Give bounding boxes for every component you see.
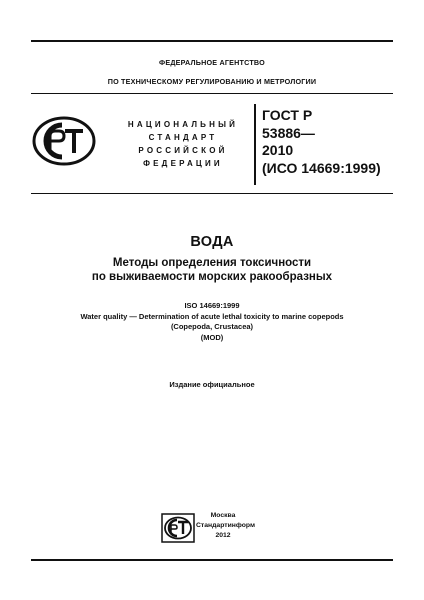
edition-label: Издание официальное xyxy=(169,380,255,389)
top-rule xyxy=(31,40,393,42)
iso-reference xyxy=(0,301,424,343)
document-title: ВОДА xyxy=(190,234,234,250)
standard-code xyxy=(262,107,402,177)
iso-line: (MOD) xyxy=(200,332,224,342)
iso-line: (Copepoda, Crustacea) xyxy=(170,322,254,331)
national-line: НАЦИОНАЛЬНЫЙ xyxy=(127,120,239,129)
document-subtitle xyxy=(0,256,424,284)
code-line: 2010 xyxy=(262,142,294,158)
national-line: РОССИЙСКОЙ xyxy=(138,146,228,155)
publisher-year: 2012 xyxy=(215,532,231,539)
code-line: 53886— xyxy=(262,124,315,141)
national-standard-label xyxy=(118,118,248,170)
agency-line-2: ПО ТЕХНИЧЕСКОМУ РЕГУЛИРОВАНИЮ И МЕТРОЛОГИИ xyxy=(107,77,317,86)
agency-line-1: ФЕДЕРАЛЬНОЕ АГЕНТСТВО xyxy=(159,58,265,67)
publisher-imprint xyxy=(196,511,255,541)
national-line: СТАНДАРТ xyxy=(148,133,218,142)
vertical-rule xyxy=(254,104,256,185)
iso-line: Water quality — Determination of acute lethal toxicity to marine copepods xyxy=(80,311,344,321)
bottom-rule xyxy=(31,559,393,561)
subtitle-line: по выживаемости морских ракообразных xyxy=(91,271,333,283)
code-line: (ИСО 14669:1999) xyxy=(262,159,381,176)
standartinform-logo-icon xyxy=(161,513,195,543)
code-line: ГОСТ Р xyxy=(262,107,313,123)
publisher-name: Стандартинформ xyxy=(196,522,255,529)
publisher-city: Москва xyxy=(210,512,236,519)
subtitle-line: Методы определения токсичности xyxy=(112,257,312,269)
middle-rule xyxy=(31,193,393,194)
gost-r-logo-icon xyxy=(32,116,96,166)
agency-rule xyxy=(31,93,393,94)
iso-line: ISO 14669:1999 xyxy=(184,301,240,310)
national-line: ФЕДЕРАЦИИ xyxy=(143,159,223,168)
